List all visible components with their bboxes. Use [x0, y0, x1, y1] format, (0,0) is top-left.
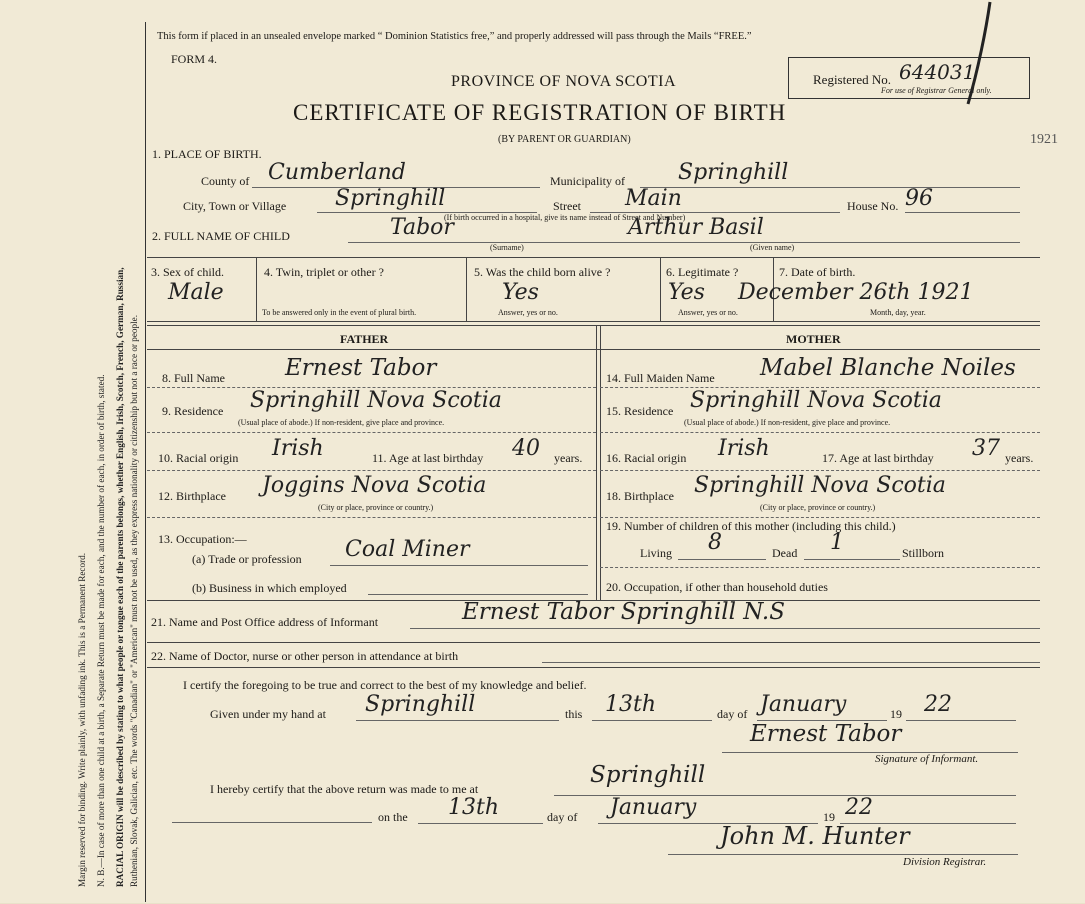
informant-value: Ernest Tabor Springhill N.S	[462, 599, 785, 625]
given-note: (Given name)	[750, 243, 795, 252]
twin-note: To be answered only in the event of plural birth.	[262, 308, 417, 317]
house-label: House No.	[847, 199, 899, 213]
hospital-note: (If birth occurred in a hospital, give its name instead of Street and Number)	[444, 213, 686, 222]
certify-place: Springhill	[365, 692, 476, 717]
street-label: Street	[553, 199, 581, 213]
city-label: City, Town or Village	[183, 199, 287, 213]
given-label: Given under my hand at	[210, 707, 326, 721]
margin-line-2: N. B.—In case of more than one child at a birth, a Separate Return must be made for each, and the number of each, in order of birth, stated.	[96, 374, 106, 887]
mother-birthplace-label: 18. Birthplace	[606, 489, 674, 503]
mother-heading: MOTHER	[786, 332, 841, 346]
mother-name: Mabel Blanche Noiles	[760, 355, 1016, 381]
street-value: Main	[625, 186, 682, 211]
registrar-month: January	[610, 795, 697, 820]
registrar-line: I hereby certify that the above return was made to me at	[210, 782, 479, 796]
mother-birthplace-note: (City or place, province or country.)	[760, 503, 876, 512]
informant-signature-label: Signature of Informant.	[875, 753, 979, 765]
mother-age: 37	[972, 436, 1000, 461]
mother-residence-label: 15. Residence	[606, 404, 674, 418]
stillborn-label: Stillborn	[902, 546, 945, 560]
alive-value: Yes	[502, 280, 539, 305]
page-title: CERTIFICATE OF REGISTRATION OF BIRTH	[293, 100, 787, 125]
registrar-place: Springhill	[590, 762, 706, 788]
children-label: 19. Number of children of this mother (including this child.)	[606, 519, 896, 533]
father-racial-label: 10. Racial origin	[158, 451, 239, 465]
certify-day: 13th	[605, 692, 657, 717]
father-racial: Irish	[272, 436, 324, 461]
father-name: Ernest Tabor	[285, 355, 437, 381]
county-value: Cumberland	[268, 160, 406, 185]
alive-label: 5. Was the child born alive ?	[474, 265, 611, 279]
registrar-dayof-label: day of	[547, 810, 578, 824]
mother-years: years.	[1005, 451, 1034, 465]
mail-notice: This form if placed in an unsealed envelope marked “ Dominion Statistics free,” and properly addressed will pass through the Mails “FREE.”	[157, 31, 752, 42]
child-name-label: 2. FULL NAME OF CHILD	[152, 229, 290, 243]
certify-month: January	[760, 692, 847, 717]
mother-racial: Irish	[718, 436, 770, 461]
father-birthplace-label: 12. Birthplace	[158, 489, 226, 503]
margin-line-1: Margin reserved for binding. Write plainly, with unfading ink. This is a Permanent Record.	[77, 552, 87, 887]
father-residence: Springhill Nova Scotia	[250, 388, 502, 413]
certify-year: 22	[924, 692, 952, 717]
father-birthplace-note: (City or place, province or country.)	[318, 503, 434, 512]
page-subtitle: (BY PARENT OR GUARDIAN)	[498, 134, 631, 145]
living-count: 8	[708, 530, 722, 555]
county-label: County of	[201, 174, 250, 188]
registered-note: For use of Registrar General only.	[881, 86, 992, 95]
registered-label: Registered No.	[813, 72, 891, 87]
mother-age-label: 17. Age at last birthday	[822, 451, 934, 465]
this-label: this	[565, 707, 583, 721]
legitimate-value: Yes	[668, 280, 705, 305]
father-occupation-label: 13. Occupation:—	[158, 532, 247, 546]
father-residence-note: (Usual place of abode.) If non-resident, give place and province.	[238, 418, 445, 427]
ink-stroke	[940, 0, 1000, 110]
dead-count: 1	[830, 530, 844, 555]
legitimate-label: 6. Legitimate ?	[666, 265, 739, 279]
father-trade: Coal Miner	[345, 537, 470, 562]
surname-note: (Surname)	[490, 243, 524, 252]
trade-label: (a) Trade or profession	[192, 552, 302, 566]
registrar-signature: John M. Hunter	[720, 822, 910, 850]
child-given-name: Arthur Basil	[628, 215, 764, 240]
certify-dayof-label: day of	[717, 707, 748, 721]
place-heading: 1. PLACE OF BIRTH.	[152, 147, 262, 161]
registrar-year-prefix: 19	[823, 810, 835, 824]
father-birthplace: Joggins Nova Scotia	[262, 473, 487, 498]
father-age: 40	[512, 436, 540, 461]
mother-residence: Springhill Nova Scotia	[690, 388, 942, 413]
house-value: 96	[905, 186, 933, 211]
margin-line-3: RACIAL ORIGIN will be described by stating to what people or tongue each of the parents belongs, whether English, Irish, Scotch, French, German, Russian,	[115, 267, 125, 887]
legitimate-note: Answer, yes or no.	[678, 308, 738, 317]
informant-signature: Ernest Tabor	[750, 721, 902, 747]
father-residence-label: 9. Residence	[162, 404, 224, 418]
margin-notes	[6, 0, 156, 899]
registered-number: 644031	[899, 60, 976, 84]
doctor-label: 22. Name of Doctor, nurse or other person in attendance at birth	[151, 649, 459, 663]
mother-birthplace: Springhill Nova Scotia	[694, 473, 946, 498]
municipality-value: Springhill	[678, 160, 789, 185]
business-label: (b) Business in which employed	[192, 581, 347, 595]
registrar-day: 13th	[448, 795, 500, 820]
informant-label: 21. Name and Post Office address of Informant	[151, 615, 379, 629]
province-heading: PROVINCE OF NOVA SCOTIA	[451, 73, 677, 90]
dead-label: Dead	[772, 546, 798, 560]
registrar-on-label: on the	[378, 810, 408, 824]
mother-name-label: 14. Full Maiden Name	[606, 371, 715, 385]
father-heading: FATHER	[340, 332, 389, 346]
year-stamp: 1921	[1030, 132, 1058, 147]
sex-value: Male	[168, 280, 224, 305]
registrar-signature-label: Division Registrar.	[903, 856, 987, 868]
sex-label: 3. Sex of child.	[151, 265, 224, 279]
date-value: December 26th 1921	[738, 280, 974, 305]
left-border	[145, 22, 146, 902]
alive-note: Answer, yes or no.	[498, 308, 558, 317]
father-name-label: 8. Full Name	[162, 371, 225, 385]
municipality-label: Municipality of	[550, 174, 625, 188]
mother-occupation-label: 20. Occupation, if other than household duties	[606, 580, 828, 594]
certify-line: I certify the foregoing to be true and correct to the best of my knowledge and belief.	[183, 678, 587, 692]
city-value: Springhill	[335, 186, 446, 211]
mother-residence-note: (Usual place of abode.) If non-resident, give place and province.	[684, 418, 891, 427]
form-number: FORM 4.	[171, 52, 218, 66]
certify-year-prefix: 19	[890, 707, 902, 721]
date-note: Month, day, year.	[870, 308, 926, 317]
mother-racial-label: 16. Racial origin	[606, 451, 687, 465]
child-surname: Tabor	[390, 215, 454, 240]
date-label: 7. Date of birth.	[779, 265, 856, 279]
twin-label: 4. Twin, triplet or other ?	[264, 265, 384, 279]
father-years: years.	[554, 451, 583, 465]
registrar-year: 22	[845, 795, 873, 820]
living-label: Living	[640, 546, 672, 560]
father-age-label: 11. Age at last birthday	[372, 451, 484, 465]
margin-line-4: Ruthenian, Slovak, Galician, etc. The words "Canadian" or "American" must not be used, as they express nationality or citizenship but not a race or people.	[129, 314, 139, 887]
